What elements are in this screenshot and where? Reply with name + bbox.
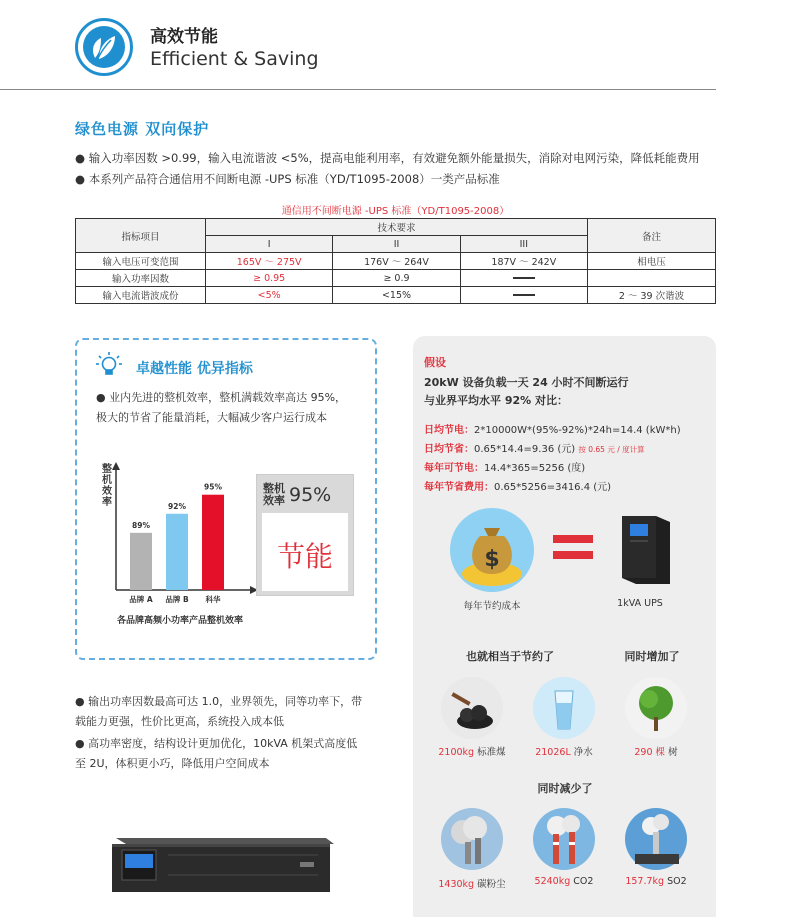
table-cell: 输入电压可变范围 xyxy=(76,253,206,270)
co2-image xyxy=(533,808,595,870)
chart-bar xyxy=(202,495,224,590)
table-cell: <15% xyxy=(333,287,460,304)
dash-mark xyxy=(513,294,535,296)
ups-caption: 1kVA UPS xyxy=(617,598,663,609)
tower-ups-image xyxy=(616,514,674,586)
so2-caption: 157.7kg SO2 xyxy=(625,876,687,887)
tree-icon xyxy=(625,677,687,739)
money-bag-icon xyxy=(450,508,534,592)
table-header: 技术要求 xyxy=(206,219,588,236)
chart-ylabel: 整机效率 xyxy=(102,464,112,508)
factory-icon xyxy=(625,808,687,870)
chart-category-label: 品牌 A xyxy=(129,595,153,604)
chart-category-label: 科华 xyxy=(205,595,221,604)
card-big-text: 节能 xyxy=(276,540,333,573)
table-header: 备注 xyxy=(588,219,716,253)
performance-text: ● 业内先进的整机效率，整机满载效率高达 95%， xyxy=(96,391,347,404)
card-percent: 95% xyxy=(289,484,332,506)
smokestack-icon xyxy=(441,808,503,870)
card-label: 整机 效率 xyxy=(263,482,285,507)
page-title: 高效节能 xyxy=(150,27,218,47)
added-heading: 同时增加了 xyxy=(624,650,680,663)
co2-caption: 5240kg CO2 xyxy=(534,876,594,887)
svg-text:$: $ xyxy=(484,547,500,572)
table-header: II xyxy=(333,236,460,253)
table-row xyxy=(76,287,716,304)
divider xyxy=(0,89,716,90)
table-header: 指标项目 xyxy=(76,219,206,253)
table-header: III xyxy=(460,236,587,253)
spec-table xyxy=(75,218,716,304)
table-header: I xyxy=(206,236,333,253)
performance-title: 卓越性能 优异指标 xyxy=(136,361,253,377)
table-cell: 输入功率因数 xyxy=(76,270,206,287)
assumption-title: 假设 xyxy=(424,356,446,369)
table-cell: 165V ～ 275V xyxy=(206,253,333,270)
calc-line: 每年可节电：14.4*365=5256 (度) xyxy=(424,463,586,474)
section-title: 绿色电源 双向保护 xyxy=(75,120,210,138)
lightbulb-icon xyxy=(94,350,124,380)
chart-y-arrow xyxy=(112,462,120,470)
saved-heading: 也就相当于节约了 xyxy=(466,650,554,663)
money-caption: 每年节约成本 xyxy=(463,601,521,612)
dust-caption: 1430kg 碳粉尘 xyxy=(438,879,506,890)
table-caption: 通信用不间断电源 -UPS 标准（YD/T1095-2008） xyxy=(281,206,510,217)
bullet-text: ● 输出功率因数最高可达 1.0，业界领先，同等功率下，带 xyxy=(75,695,363,708)
coal-icon xyxy=(441,677,503,739)
calc-line: 日均节电：2*10000W*(95%-92%)*24h=14.4 (kW*h) xyxy=(424,425,681,436)
leaf-icon xyxy=(83,26,125,68)
calc-line: 每年节省费用：0.65*5256=3416.4 (元) xyxy=(424,482,612,493)
calc-line: 日均节省：0.65*14.4=9.36 (元) 按 0.65 元 / 度计算 xyxy=(424,444,645,455)
bullet-text: ● 高功率密度，结构设计更加优化，10kVA 机架式高度低 xyxy=(75,737,358,750)
table-cell: ≥ 0.9 xyxy=(333,270,460,287)
table-cell: 相电压 xyxy=(588,253,716,270)
table-cell: <5% xyxy=(206,287,333,304)
tree-image xyxy=(625,677,687,739)
assumption-line: 与业界平均水平 92% 对比： xyxy=(424,394,568,407)
efficiency-chart xyxy=(90,462,260,632)
table-cell xyxy=(460,287,587,304)
efficiency-card xyxy=(256,474,354,596)
chart-bar xyxy=(166,514,188,590)
chimney-icon xyxy=(533,808,595,870)
table-cell: 2 ～ 39 次谐波 xyxy=(588,287,716,304)
coal-image xyxy=(441,677,503,739)
coal-caption: 2100kg 标准煤 xyxy=(438,747,506,758)
reduced-heading: 同时减少了 xyxy=(537,782,593,795)
so2-image xyxy=(625,808,687,870)
table-row xyxy=(76,253,716,270)
chart-caption: 各品牌高频小功率产品整机效率 xyxy=(116,616,243,626)
chart-category-label: 品牌 B xyxy=(165,595,189,604)
table-cell: ≥ 0.95 xyxy=(206,270,333,287)
dash-mark xyxy=(513,277,535,279)
bullet-text: 至 2U，体积更小巧，降低用户空间成本 xyxy=(75,757,270,770)
bullet-text: ● 输入功率因数 >0.99，输入电流谐波 <5%，提高电能利用率，有效避免额外能量损失，消除对电网污染，降低耗能费用 xyxy=(75,151,700,165)
money-bag-image xyxy=(450,508,534,592)
chart-data-label: 89% xyxy=(132,520,150,530)
rack-ups-image xyxy=(108,834,336,894)
table-cell: 176V ～ 264V xyxy=(333,253,460,270)
table-row xyxy=(76,270,716,287)
water-glass-icon xyxy=(533,677,595,739)
bullet-text: 载能力更强，性价比更高，系统投入成本低 xyxy=(75,715,284,728)
chart-bar xyxy=(130,533,152,590)
table-cell: 输入电流谐波成份 xyxy=(76,287,206,304)
leaf-logo xyxy=(75,18,133,76)
water-image xyxy=(533,677,595,739)
tree-caption: 290 棵 树 xyxy=(634,747,678,758)
chart-data-label: 95% xyxy=(204,482,222,492)
bullet-text: ● 本系列产品符合通信用不间断电源 -UPS 标准（YD/T1095-2008）一类产品标准 xyxy=(75,172,500,186)
page-subtitle: Efficient & Saving xyxy=(150,48,319,70)
table-cell xyxy=(460,270,587,287)
table-cell: 187V ～ 242V xyxy=(460,253,587,270)
dust-image xyxy=(441,808,503,870)
card-inner xyxy=(262,513,348,591)
water-caption: 21026L 净水 xyxy=(535,747,593,758)
assumption-line: 20kW 设备负载一天 24 小时不间断运行 xyxy=(424,376,629,389)
chart-data-label: 92% xyxy=(168,501,186,511)
equals-sign xyxy=(553,535,593,543)
equals-sign xyxy=(553,551,593,559)
table-cell xyxy=(588,270,716,287)
performance-text: 极大的节省了能量消耗，大幅减少客户运行成本 xyxy=(96,411,327,424)
